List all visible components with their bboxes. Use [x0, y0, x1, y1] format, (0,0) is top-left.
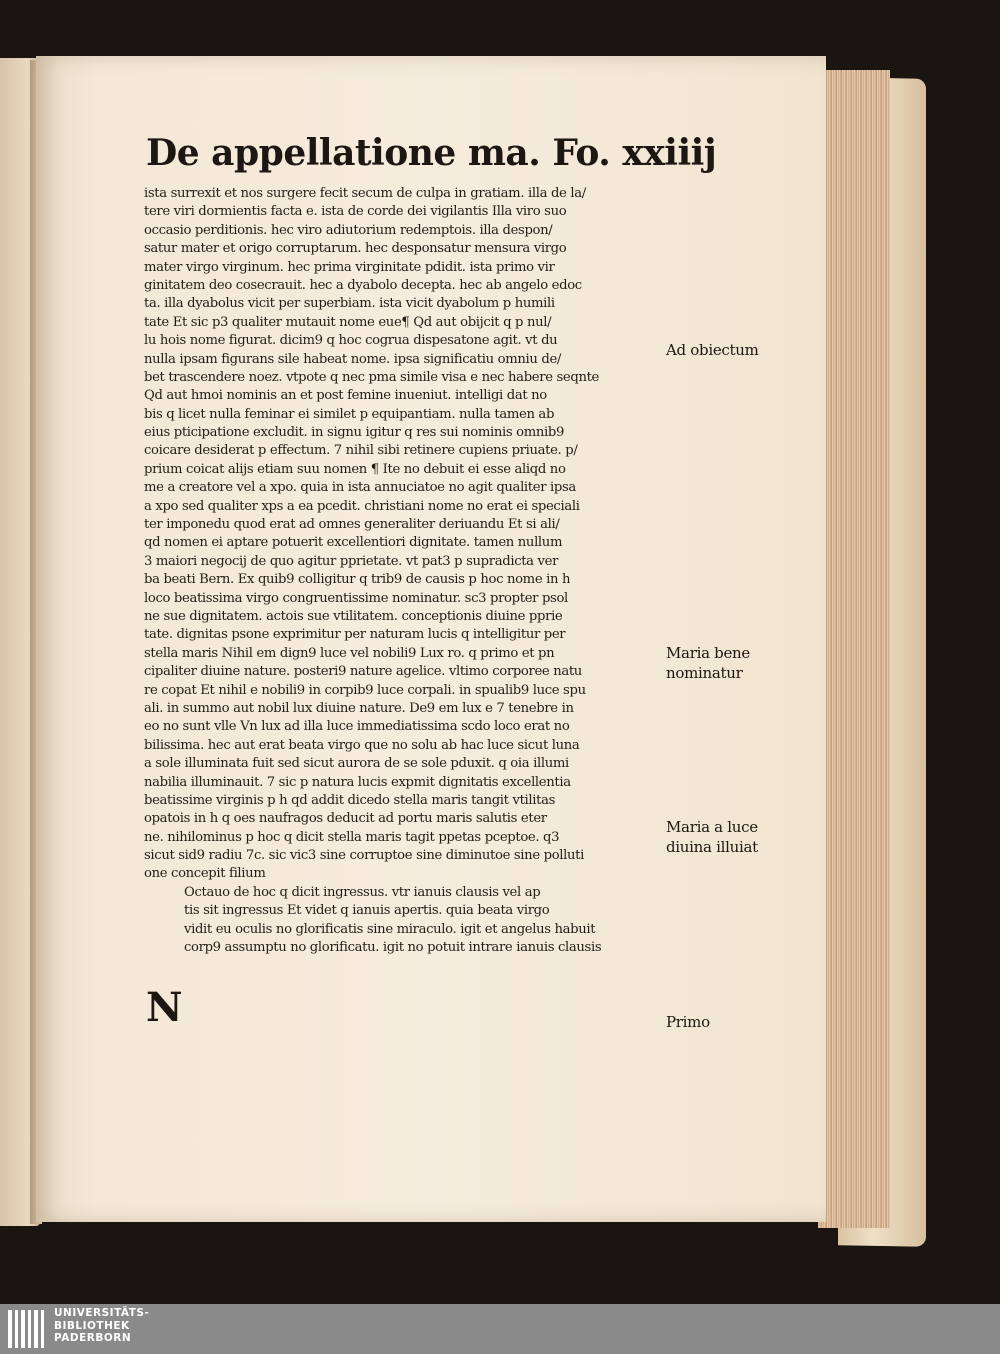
text-line: lu hois nome figurat. dicim9 q hoc cogrua dispesatone agit. vt du	[144, 333, 558, 349]
text-line: stella maris Nihil em dign9 luce vel nobili9 Lux ro. q primo et pn	[144, 645, 555, 661]
text-line: nabilia illuminauit. 7 sic p natura lucis expmit dignitatis excellentia	[144, 774, 571, 790]
text-line: satur mater et origo corruptarum. hec desponsatur mensura virgo	[144, 241, 567, 257]
text-line: eius pticipatione excludit. in signu igitur q res sui nominis omnib9	[144, 425, 565, 441]
text-line: eo no sunt vlle Vn lux ad illa luce immediatissima scdo loco erat no	[144, 719, 570, 735]
library-name-line-2: BIBLIOTHEK	[54, 1319, 130, 1332]
text-line: bilissima. hec aut erat beata virgo que no solu ab hac luce sicut luna	[144, 737, 580, 753]
page-header: De appellatione ma. Fo. xxiiij	[146, 132, 717, 174]
text-line: prium coicat alijs etiam suu nomen ¶ Ite no debuit ei esse aliqd no	[144, 461, 566, 477]
text-line: re copat Et nihil e nobili9 in corpib9 luce corpali. in spualib9 luce spu	[144, 682, 586, 698]
text-line: ne. nihilominus p hoc q dicit stella maris tagit ppetas pceptoe. q3	[144, 829, 560, 845]
text-line: ginitatem deo cosecrauit. hec a dyabolo decepta. hec ab angelo edoc	[144, 277, 582, 293]
margin-note-primo: Primo	[666, 1013, 710, 1031]
margin-note-maria-bene: Maria bene	[666, 644, 750, 662]
text-line: loco beatissima virgo congruentissime nominatur. sc3 propter psol	[144, 590, 568, 606]
text-line: Octauo de hoc q dicit ingressus. vtr ianuis clausis vel ap	[184, 884, 541, 900]
text-line: ista surrexit et nos surgere fecit secum de culpa in gratiam. illa de la/	[144, 186, 586, 201]
text-line: one concepit filium	[144, 866, 266, 882]
text-line: tis sit ingressus Et videt q ianuis apertis. quia beata virgo	[184, 903, 550, 919]
main-text-block	[144, 185, 664, 957]
margin-note-diuina: diuina illuiat	[666, 838, 758, 856]
text-line: occasio perditionis. hec viro adiutorium redemptois. illa despon/	[144, 222, 553, 238]
margin-note-nominatur: nominatur	[666, 664, 743, 682]
library-logo-icon	[6, 1306, 48, 1352]
text-line: a sole illuminata fuit sed sicut aurora de se sole pduxit. q oia illumi	[144, 756, 569, 772]
text-line: sicut sid9 radiu 7c. sic vic3 sine corruptoe sine diminutoe sine polluti	[144, 848, 584, 864]
library-name-line-3: PADERBORN	[54, 1332, 132, 1344]
text-line: cipaliter diuine nature. posteri9 nature agelice. vltimo corporee natu	[144, 664, 582, 680]
margin-note-maria-a-luce: Maria a luce	[666, 818, 758, 836]
text-line: bet trascendere noez. vtpote q nec pma simile visa e nec habere seqnte	[144, 369, 600, 385]
text-line: tate Et sic p3 qualiter mutauit nome eue¶ Qd aut obijcit q p nul/	[144, 314, 552, 330]
library-name-line-1: UNIVERSITÄTS-	[54, 1307, 150, 1319]
text-line: ne sue dignitatem. actois sue vtilitatem. conceptionis diuine pprie	[144, 608, 563, 624]
text-line: coicare desiderat p effectum. 7 nihil sibi retinere cupiens priuate. p/	[144, 443, 578, 459]
text-line: mater virgo virginum. hec prima virginitate pdidit. ista primo vir	[144, 259, 555, 275]
text-line: ali. in summo aut nobil lux diuine nature. De9 em lux e 7 tenebre in	[144, 700, 574, 716]
text-line: tere viri dormientis facta e. ista de corde dei vigilantis Illa viro suo	[144, 204, 567, 220]
text-line: a xpo sed qualiter xps a ea pcedit. christiani nome no erat ei speciali	[144, 498, 580, 514]
text-line: corp9 assumptu no glorificatu. igit no potuit intrare ianuis clausis	[184, 940, 602, 956]
library-footer	[0, 1304, 1000, 1354]
text-line: me a creatore vel a xpo. quia in ista annuciatoe no agit qualiter ipsa	[144, 480, 576, 496]
text-line: nulla ipsam figurans sile habeat nome. ipsa significatiu omniu de/	[144, 351, 561, 367]
text-line: tate. dignitas psone exprimitur per naturam lucis q intelligitur per	[144, 627, 566, 643]
margin-note-ad-obiectum: Ad obiectum	[666, 341, 759, 359]
text-line: opatois in h q oes naufragos deducit ad portu maris salutis eter	[144, 811, 547, 827]
text-line: 3 maiori negocij de quo agitur pprietate. vt pat3 p supradicta ver	[144, 553, 559, 569]
text-line: ba beati Bern. Ex quib9 colligitur q trib9 de causis p hoc nome in h	[144, 572, 571, 588]
library-name	[54, 1307, 149, 1345]
text-line: bis q licet nulla feminar ei similet p equipantiam. nulla tamen ab	[144, 406, 555, 422]
text-line: Qd aut hmoi nominis an et post femine inueniut. intelligi dat no	[144, 388, 547, 404]
text-line: ter imponedu quod erat ad omnes generaliter deriuandu Et si ali/	[144, 517, 560, 533]
text-line: vidit eu oculis no glorificatis sine miraculo. igit et angelus habuit	[184, 921, 596, 937]
page-stack-edge	[818, 70, 890, 1228]
text-line: beatissime virginis p h qd addit dicedo stella maris tangit vtilitas	[144, 792, 556, 808]
text-line: qd nomen ei aptare potuerit excellentiori dignitate. tamen nullum	[144, 535, 563, 551]
decorated-initial: N	[146, 984, 183, 1031]
text-line: ta. illa dyabolus vicit per superbiam. ista vicit dyabolum p humili	[144, 296, 555, 312]
